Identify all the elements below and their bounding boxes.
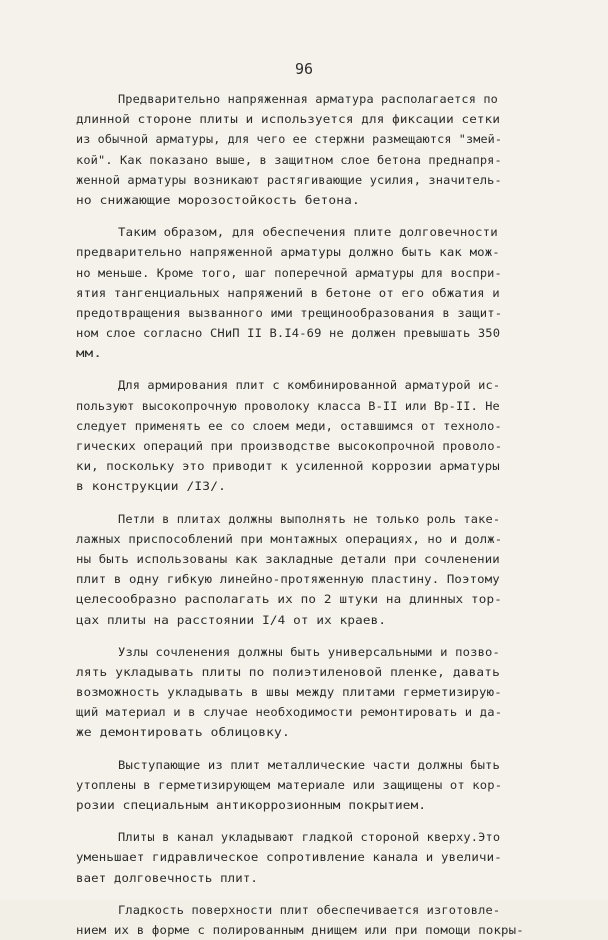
text-line: нием их в форме с полированным днищем или при помощи покры-	[76, 922, 524, 937]
text-line: Гладкость поверхности плит обеспечивается изготовле-	[118, 902, 501, 917]
text-line: уменьшает гидравлическое сопротивление канала и увеличи-	[76, 850, 502, 865]
text-line: щий материал и в случае необходимости ремонтировать и да-	[76, 705, 503, 720]
text-line: розии специальным антикоррозионным покрытием.	[76, 798, 427, 812]
text-line: следует применять ее со слоем меди, оставшимся от техноло-	[76, 418, 502, 433]
text-line: целесообразно располагать их по 2 штуки на длинных тор-	[76, 592, 503, 607]
paragraph	[0, 642, 608, 743]
paragraph	[0, 755, 608, 816]
text-line: предотвращения вызванного ими трещинообразования в защит-	[76, 305, 503, 320]
text-line: Предварительно напряженная арматура располагается по	[118, 92, 498, 106]
text-line: но меньше. Кроме того, шаг поперечной арматуры для воспри-	[76, 265, 502, 280]
paragraph	[0, 89, 608, 210]
text-line: Узлы сочленения должны быть универсальными и позво-	[118, 644, 501, 659]
text-line: ятия тангенциальных напряжений в бетоне от его обжатия и	[76, 285, 500, 300]
text-line: Плиты в канал укладывают гладкой стороной кверху.Это	[118, 830, 501, 845]
text-line: из обычной арматуры, для чего ее стержни размещаются "змей-	[76, 132, 503, 147]
text-line: мм.	[76, 346, 102, 361]
page-number: 96	[294, 60, 314, 78]
paragraph	[0, 375, 608, 496]
text-line: цах плиты на расстоянии I/4 от их краев.	[76, 612, 387, 627]
text-line: ки, поскольку это приводит к усиленной коррозии арматуры	[76, 459, 500, 474]
paragraph	[0, 900, 608, 940]
text-line: Таким образом, для обеспечения плите долговечности	[118, 225, 498, 240]
text-line: в конструкции /I3/.	[76, 479, 226, 494]
text-line: ны быть использованы как закладные детали при сочленении	[76, 551, 500, 566]
text-line: Для армирования плит с комбинированной арматурой ис-	[118, 378, 501, 393]
text-line: но снижающие морозостойкость бетона.	[76, 192, 360, 207]
text-line: гических операций при производстве высокопрочной проволо-	[76, 439, 503, 453]
text-line: лажных приспособлений при монтажных операциях, но и долж-	[76, 531, 503, 546]
body-text	[0, 89, 608, 940]
paragraph	[0, 222, 608, 363]
text-line: длинной стороне плиты и используется для фиксации сетки	[76, 112, 501, 127]
text-line: кой". Как показано выше, в защитном слое бетона преднапря-	[76, 152, 502, 167]
paragraph	[0, 827, 608, 888]
text-line: вает долговечность плит.	[76, 870, 259, 885]
text-line: предварительно напряженной арматуры должно быть как мож-	[76, 245, 500, 260]
text-line: утоплены в герметизирующем материале или защищены от кор-	[76, 777, 503, 792]
text-line: пользуют высокопрочную проволоку класса В-II или Вр-II. Не	[76, 398, 500, 413]
text-line: лять укладывать плиты по полиэтиленовой пленке, давать	[76, 664, 501, 679]
text-line: ном слое согласно СНиП II В.I4-69 не должен превышать 350	[76, 326, 501, 341]
paragraph	[0, 509, 608, 630]
text-line: Выступающие из плит металлические части должны быть	[118, 757, 501, 772]
text-line: возможность укладывать в швы между плитами герметизирую-	[76, 685, 502, 700]
text-line: Петли в плитах должны выполнять не только роль таке-	[118, 511, 501, 526]
text-line: же демонтировать облицовку.	[76, 725, 290, 740]
text-line: женной арматуры возникают растягивающие усилия, значитель-	[76, 172, 502, 187]
text-line: плит в одну гибкую линейно-протяженную пластину. Поэтому	[76, 572, 500, 587]
